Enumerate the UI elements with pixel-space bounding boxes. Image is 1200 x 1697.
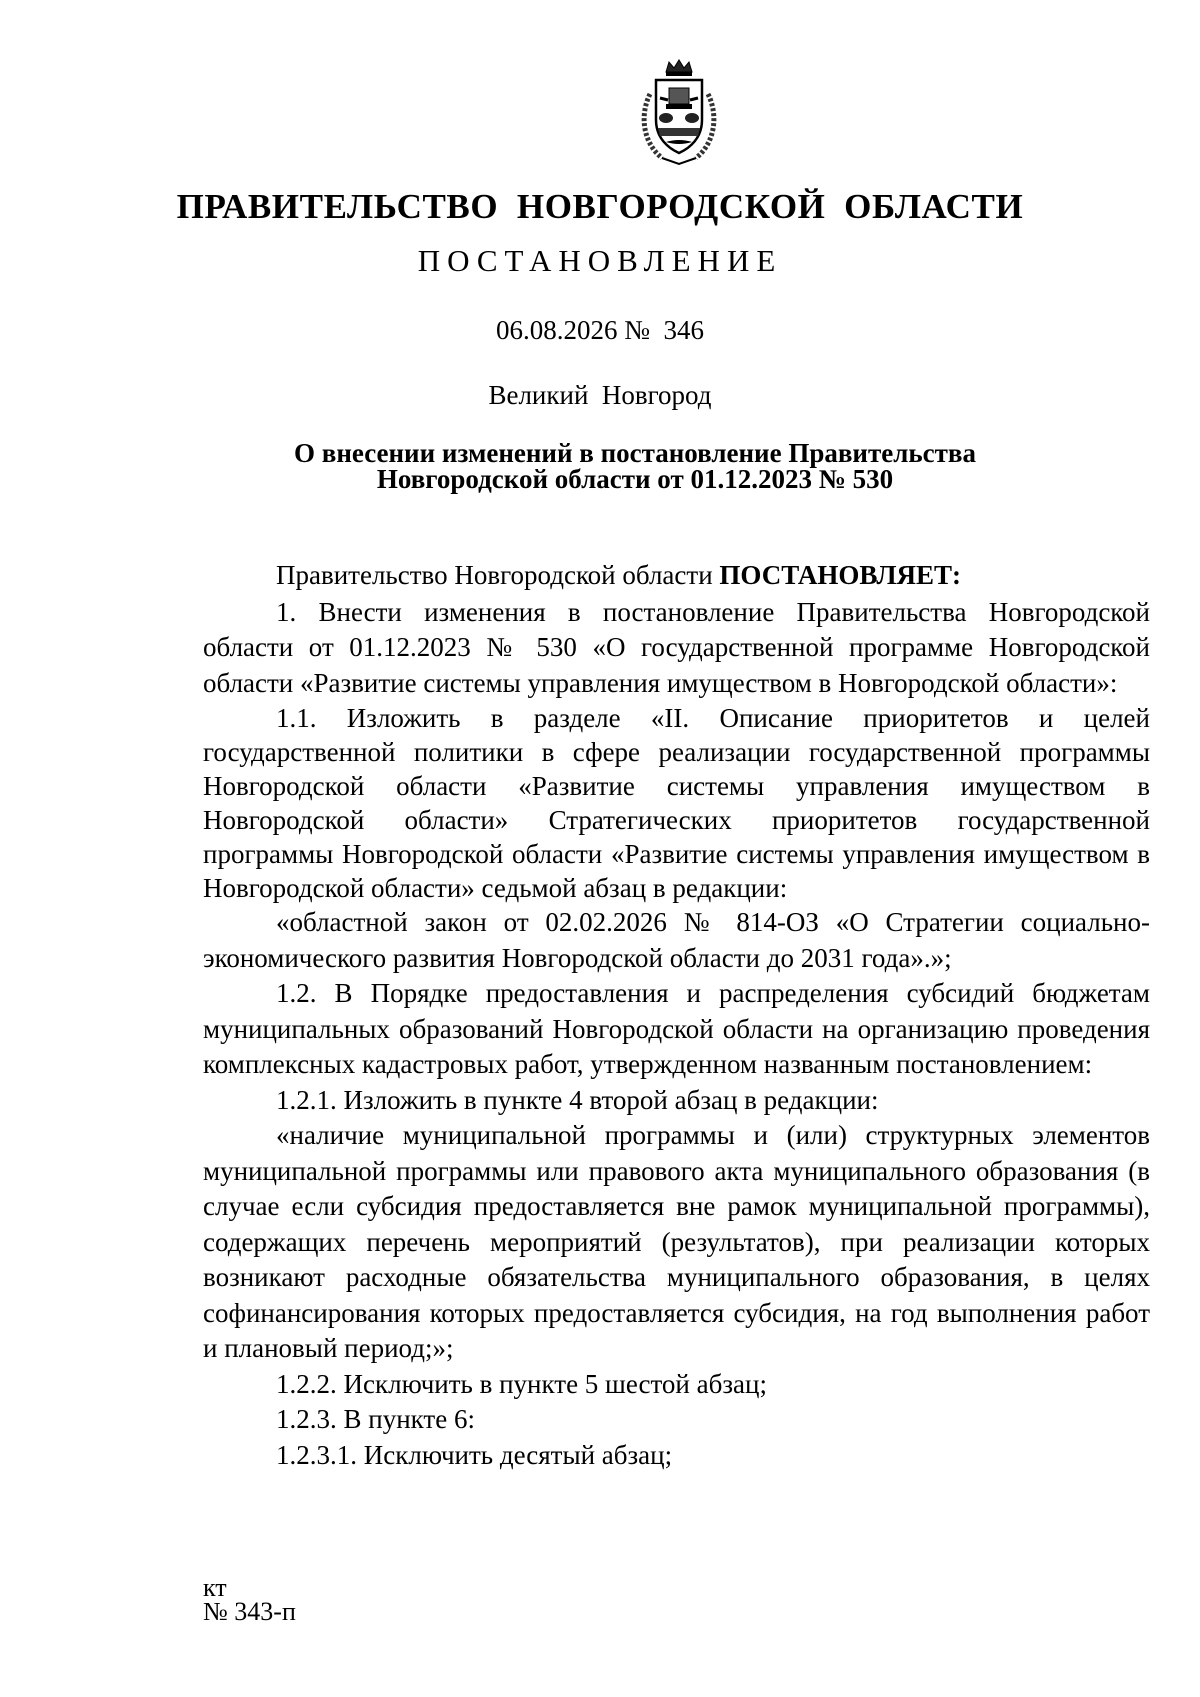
novgorod-coat-of-arms-icon: [636, 58, 722, 166]
paragraph-1-2: 1.2. В Порядке предоставления и распределения субсидий бюджетам муниципальных образований Новгородской области на организацию проведения комплексных кадастровых работ, утвержденном названным постановлением:: [203, 978, 1150, 1079]
document-type: ПОСТАНОВЛЕНИЕ: [417, 243, 783, 278]
intro-resolves: ПОСТАНОВЛЯЕТ:: [719, 560, 961, 590]
footer-draft-number: № 343-п: [203, 1597, 296, 1626]
paragraph-quote-law: «областной закон от 02.02.2026 № 814-ОЗ «О Стратегии социально-экономического развития Новгородской области до 2031 года».»;: [203, 907, 1150, 973]
subject-line: Новгородской области от 01.12.2023 № 530: [376, 464, 894, 494]
paragraph-1-1: 1.1. Изложить в разделе «II. Описание приоритетов и целей государственной политики в сфере реализации государственной программы Новгородской области «Развитие системы управления имуществом в Новгородской области» Стратегических приоритетов государственной программы Новгородской области «Развитие системы управления имуществом в Новгородской области» седьмой абзац в редакции:: [203, 703, 1150, 903]
paragraph-1-2-1: 1.2.1. Изложить в пункте 4 второй абзац в редакции:: [276, 1084, 879, 1115]
city-name: Великий Новгород: [488, 380, 712, 410]
paragraph-1-2-2: 1.2.2. Исключить в пункте 5 шестой абзац;: [276, 1368, 767, 1399]
subject-line: О внесении изменений в постановление Правительства: [294, 438, 976, 468]
footer-initials: кт: [203, 1573, 227, 1602]
paragraph-1-2-3-1: 1.2.3.1. Исключить десятый абзац;: [276, 1439, 673, 1470]
document-body: [203, 558, 1150, 1473]
paragraph-quote-program: «наличие муниципальной программы и (или) структурных элементов муниципальной программы или правового акта муниципального образования (в случае если субсидия предоставляется вне рамок муниципальной программы), содержащих перечень мероприятий (результатов), при реализации которых возникают расходные обязательства муниципального образования, в целях софинансирования которых предоставляется субсидия, на год выполнения работ и плановый период;»;: [203, 1120, 1150, 1363]
intro-paragraph: [203, 558, 1150, 594]
government-name: ПРАВИТЕЛЬСТВО НОВГОРОДСКОЙ ОБЛАСТИ: [176, 187, 1024, 226]
document-subject: [250, 440, 1020, 492]
paragraph-1-2-3: 1.2.3. В пункте 6:: [276, 1404, 475, 1434]
paragraph-1: 1. Внести изменения в постановление Правительства Новгородской области от 01.12.2023 № 530 «О государственной программе Новгородской области «Развитие системы управления имуществом в Новгородской области»:: [203, 596, 1150, 698]
intro-text: Правительство Новгородской области: [276, 560, 720, 590]
footer-note: [203, 1573, 296, 1626]
date-and-number: 06.08.2026 № 346: [495, 315, 704, 345]
